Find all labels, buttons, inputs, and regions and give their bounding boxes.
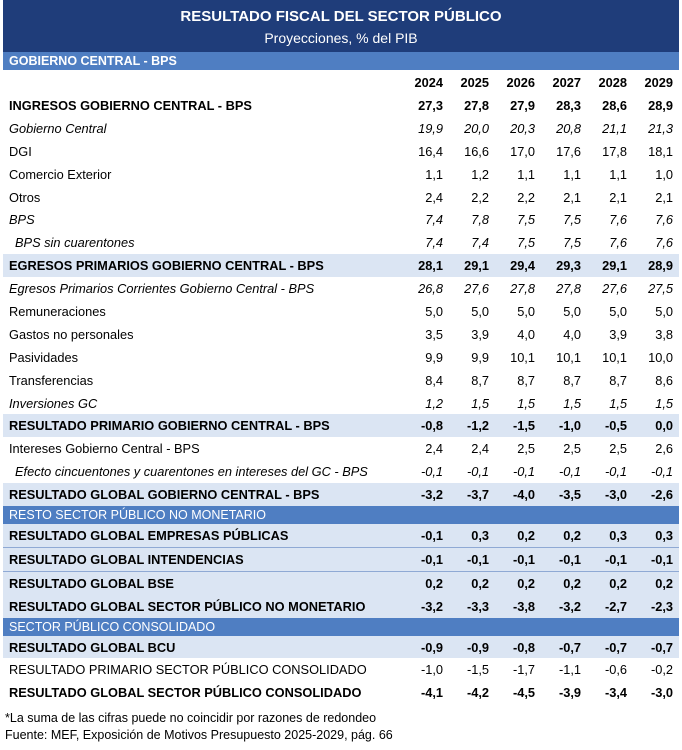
- value-cell: 28,1: [409, 254, 449, 277]
- value-cell: 20,8: [556, 120, 581, 136]
- table-row: [3, 300, 679, 323]
- value-cell: 0,2: [495, 524, 541, 547]
- value-cell: 0,3: [587, 524, 633, 547]
- row-label: BPS sin cuarentones: [15, 235, 135, 251]
- value-cell: -1,0: [541, 414, 587, 437]
- row-label: RESULTADO PRIMARIO SECTOR PÚBLICO CONSOLIDADO: [9, 662, 367, 678]
- value-cell: -0,1: [466, 464, 489, 480]
- value-cell: 7,4: [471, 235, 489, 251]
- section-table: [3, 524, 679, 618]
- value-cell: 0,2: [633, 571, 679, 594]
- value-cell: -2,3: [633, 595, 679, 618]
- value-cell: 1,2: [425, 395, 443, 411]
- value-cell: 8,7: [563, 372, 581, 388]
- table-row: [3, 437, 679, 460]
- row-label: RESULTADO GLOBAL EMPRESAS PÚBLICAS: [3, 524, 409, 547]
- value-cell: -3,7: [449, 483, 495, 506]
- value-cell: 7,4: [425, 235, 443, 251]
- value-cell: -3,4: [604, 685, 627, 701]
- year-header: 2024: [414, 74, 443, 90]
- table-row: [3, 460, 679, 483]
- value-cell: 0,2: [541, 571, 587, 594]
- table-row: [3, 254, 679, 277]
- value-cell: 0,2: [449, 571, 495, 594]
- value-cell: 7,6: [609, 235, 627, 251]
- value-cell: 21,3: [648, 120, 673, 136]
- value-cell: 18,1: [648, 143, 673, 159]
- table-row: [3, 392, 679, 415]
- value-cell: 8,7: [609, 372, 627, 388]
- value-cell: -3,3: [449, 595, 495, 618]
- section-header: SECTOR PÚBLICO CONSOLIDADO: [3, 618, 679, 636]
- value-cell: 27,6: [602, 281, 627, 297]
- value-cell: 19,9: [418, 120, 443, 136]
- table-row: [3, 140, 679, 163]
- value-cell: 20,3: [510, 120, 535, 136]
- value-cell: 1,2: [471, 166, 489, 182]
- value-cell: 1,5: [609, 395, 627, 411]
- table-row: [3, 163, 679, 186]
- value-cell: -4,2: [466, 685, 489, 701]
- value-cell: 29,1: [587, 254, 633, 277]
- table-row: [3, 571, 679, 594]
- value-cell: 17,8: [602, 143, 627, 159]
- value-cell: 4,0: [517, 326, 535, 342]
- table-row: [3, 117, 679, 140]
- value-cell: -0,6: [604, 662, 627, 678]
- value-cell: 1,1: [517, 166, 535, 182]
- value-cell: 27,9: [510, 97, 535, 113]
- value-cell: 7,5: [563, 212, 581, 228]
- value-cell: -1,5: [466, 662, 489, 678]
- value-cell: 27,5: [648, 281, 673, 297]
- value-cell: 2,5: [517, 441, 535, 457]
- value-cell: -3,2: [409, 483, 449, 506]
- row-label: EGRESOS PRIMARIOS GOBIERNO CENTRAL - BPS: [3, 254, 409, 277]
- value-cell: 26,8: [418, 281, 443, 297]
- year-header: 2028: [598, 74, 627, 90]
- row-label: RESULTADO GLOBAL INTENDENCIAS: [3, 547, 409, 571]
- value-cell: 5,0: [609, 303, 627, 319]
- value-cell: 4,0: [563, 326, 581, 342]
- value-cell: 0,3: [449, 524, 495, 547]
- value-cell: 16,6: [464, 143, 489, 159]
- value-cell: 21,1: [602, 120, 627, 136]
- value-cell: -4,0: [495, 483, 541, 506]
- value-cell: 0,2: [541, 524, 587, 547]
- row-label: Pasividades: [9, 349, 79, 365]
- year-header: 2027: [552, 74, 581, 90]
- value-cell: 1,5: [517, 395, 535, 411]
- value-cell: 5,0: [517, 303, 535, 319]
- value-cell: 8,4: [425, 372, 443, 388]
- value-cell: 1,5: [655, 395, 673, 411]
- value-cell: 2,4: [425, 441, 443, 457]
- value-cell: 7,4: [425, 212, 443, 228]
- value-cell: -0,1: [495, 547, 541, 571]
- value-cell: 2,5: [563, 441, 581, 457]
- value-cell: -0,9: [409, 636, 449, 659]
- row-label: INGRESOS GOBIERNO CENTRAL - BPS: [9, 97, 252, 113]
- value-cell: 27,6: [464, 281, 489, 297]
- value-cell: 0,0: [633, 414, 679, 437]
- value-cell: -0,7: [587, 636, 633, 659]
- value-cell: 7,5: [517, 212, 535, 228]
- row-label: RESULTADO GLOBAL GOBIERNO CENTRAL - BPS: [3, 483, 409, 506]
- value-cell: -0,1: [420, 464, 443, 480]
- row-label: Inversiones GC: [9, 395, 98, 411]
- value-cell: 10,1: [602, 349, 627, 365]
- value-cell: -1,1: [558, 662, 581, 678]
- value-cell: 5,0: [471, 303, 489, 319]
- row-label: DGI: [9, 143, 32, 159]
- row-label: Gastos no personales: [9, 326, 134, 342]
- value-cell: 10,1: [556, 349, 581, 365]
- value-cell: -0,8: [495, 636, 541, 659]
- value-cell: 17,0: [510, 143, 535, 159]
- value-cell: -0,1: [604, 464, 627, 480]
- value-cell: 28,6: [602, 97, 627, 113]
- empty-cell: [3, 70, 409, 94]
- table-row: [3, 483, 679, 506]
- value-cell: 9,9: [425, 349, 443, 365]
- row-label: RESULTADO GLOBAL BCU: [3, 636, 409, 659]
- value-cell: 1,5: [563, 395, 581, 411]
- value-cell: 5,0: [563, 303, 581, 319]
- value-cell: 3,8: [655, 326, 673, 342]
- value-cell: -0,1: [449, 547, 495, 571]
- table-row: [3, 595, 679, 618]
- row-label: Remuneraciones: [9, 303, 106, 319]
- value-cell: -0,1: [558, 464, 581, 480]
- value-cell: -3,0: [650, 685, 673, 701]
- rounding-note: *La suma de las cifras puede no coincidir por razones de redondeo: [5, 711, 377, 726]
- section-header: GOBIERNO CENTRAL - BPS: [3, 52, 679, 70]
- value-cell: 7,5: [517, 235, 535, 251]
- value-cell: 16,4: [418, 143, 443, 159]
- table-row: [3, 277, 679, 300]
- row-label: Efecto cincuentones y cuarentones en intereses del GC - BPS: [15, 464, 368, 480]
- table-body: [3, 52, 679, 704]
- value-cell: 27,8: [510, 281, 535, 297]
- value-cell: -1,2: [449, 414, 495, 437]
- value-cell: -0,1: [409, 524, 449, 547]
- section-table: [3, 636, 679, 705]
- value-cell: 2,1: [609, 189, 627, 205]
- value-cell: 28,9: [648, 97, 673, 113]
- table-row: [3, 681, 679, 704]
- table-row: [3, 524, 679, 547]
- value-cell: 5,0: [655, 303, 673, 319]
- value-cell: 27,8: [464, 97, 489, 113]
- value-cell: 17,6: [556, 143, 581, 159]
- value-cell: -0,1: [650, 464, 673, 480]
- value-cell: -3,2: [409, 595, 449, 618]
- value-cell: -0,1: [541, 547, 587, 571]
- value-cell: 0,2: [587, 571, 633, 594]
- table-row: [3, 208, 679, 231]
- value-cell: -3,2: [541, 595, 587, 618]
- row-label: RESULTADO GLOBAL SECTOR PÚBLICO NO MONETARIO: [3, 595, 409, 618]
- value-cell: 7,5: [563, 235, 581, 251]
- fiscal-result-table: [3, 0, 679, 744]
- value-cell: -1,7: [512, 662, 535, 678]
- value-cell: -2,7: [587, 595, 633, 618]
- value-cell: 8,7: [517, 372, 535, 388]
- row-label: RESULTADO GLOBAL BSE: [3, 571, 409, 594]
- value-cell: 3,9: [609, 326, 627, 342]
- value-cell: 2,4: [425, 189, 443, 205]
- value-cell: 2,1: [563, 189, 581, 205]
- table-subtitle: Proyecciones, % del PIB: [264, 30, 418, 46]
- value-cell: 8,6: [655, 372, 673, 388]
- value-cell: 7,6: [609, 212, 627, 228]
- value-cell: -3,5: [541, 483, 587, 506]
- value-cell: 2,2: [471, 189, 489, 205]
- value-cell: 1,1: [425, 166, 443, 182]
- value-cell: 10,0: [648, 349, 673, 365]
- value-cell: 1,5: [471, 395, 489, 411]
- value-cell: -0,7: [541, 636, 587, 659]
- value-cell: 2,4: [471, 441, 489, 457]
- value-cell: 3,5: [425, 326, 443, 342]
- table-row: [3, 231, 679, 254]
- table-row: [3, 346, 679, 369]
- row-label: RESULTADO PRIMARIO GOBIERNO CENTRAL - BPS: [3, 414, 409, 437]
- section-header: RESTO SECTOR PÚBLICO NO MONETARIO: [3, 506, 679, 524]
- table-header: [3, 0, 679, 52]
- year-header: 2026: [506, 74, 535, 90]
- value-cell: 10,1: [510, 349, 535, 365]
- section-table: [3, 70, 679, 506]
- value-cell: -0,1: [587, 547, 633, 571]
- value-cell: 2,5: [609, 441, 627, 457]
- value-cell: -0,5: [587, 414, 633, 437]
- value-cell: 3,9: [471, 326, 489, 342]
- value-cell: 27,3: [418, 97, 443, 113]
- value-cell: 8,7: [471, 372, 489, 388]
- row-label: Comercio Exterior: [9, 166, 112, 182]
- value-cell: -3,8: [495, 595, 541, 618]
- value-cell: -0,1: [512, 464, 535, 480]
- year-header: 2025: [460, 74, 489, 90]
- value-cell: 20,0: [464, 120, 489, 136]
- years-row: [3, 70, 679, 94]
- value-cell: -0,8: [409, 414, 449, 437]
- table-row: [3, 636, 679, 659]
- value-cell: -4,5: [512, 685, 535, 701]
- row-label: RESULTADO GLOBAL SECTOR PÚBLICO CONSOLIDADO: [9, 685, 362, 701]
- footnotes: [3, 710, 679, 744]
- value-cell: -4,1: [420, 685, 443, 701]
- value-cell: -3,9: [558, 685, 581, 701]
- value-cell: 2,2: [517, 189, 535, 205]
- value-cell: 7,6: [655, 212, 673, 228]
- value-cell: -0,1: [633, 547, 679, 571]
- row-label: Egresos Primarios Corrientes Gobierno Central - BPS: [9, 281, 315, 297]
- value-cell: 28,3: [556, 97, 581, 113]
- value-cell: -1,5: [495, 414, 541, 437]
- year-header: 2029: [644, 74, 673, 90]
- table-row: [3, 94, 679, 117]
- value-cell: 7,8: [471, 212, 489, 228]
- value-cell: 29,4: [495, 254, 541, 277]
- value-cell: 0,2: [409, 571, 449, 594]
- row-label: Otros: [9, 189, 41, 205]
- table-row: [3, 547, 679, 571]
- value-cell: 9,9: [471, 349, 489, 365]
- row-label: BPS: [9, 212, 35, 228]
- value-cell: 29,1: [449, 254, 495, 277]
- value-cell: 7,6: [655, 235, 673, 251]
- table-row: [3, 323, 679, 346]
- value-cell: 0,2: [495, 571, 541, 594]
- value-cell: 27,8: [556, 281, 581, 297]
- value-cell: 1,1: [563, 166, 581, 182]
- value-cell: -0,9: [449, 636, 495, 659]
- value-cell: -0,1: [409, 547, 449, 571]
- row-label: Transferencias: [9, 372, 94, 388]
- table-row: [3, 658, 679, 681]
- row-label: Gobierno Central: [9, 120, 107, 136]
- value-cell: -2,6: [633, 483, 679, 506]
- value-cell: 1,1: [609, 166, 627, 182]
- table-row: [3, 186, 679, 209]
- row-label: Intereses Gobierno Central - BPS: [9, 441, 200, 457]
- value-cell: 0,3: [633, 524, 679, 547]
- value-cell: 2,1: [655, 189, 673, 205]
- value-cell: -3,0: [587, 483, 633, 506]
- value-cell: 1,0: [655, 166, 673, 182]
- value-cell: -0,7: [633, 636, 679, 659]
- table-row: [3, 414, 679, 437]
- source-note: Fuente: MEF, Exposición de Motivos Presupuesto 2025-2029, pág. 66: [5, 728, 393, 743]
- table-row: [3, 369, 679, 392]
- value-cell: -0,2: [650, 662, 673, 678]
- value-cell: -1,0: [420, 662, 443, 678]
- table-title: RESULTADO FISCAL DEL SECTOR PÚBLICO: [180, 8, 502, 25]
- value-cell: 2,6: [655, 441, 673, 457]
- value-cell: 5,0: [425, 303, 443, 319]
- value-cell: 29,3: [541, 254, 587, 277]
- value-cell: 28,9: [633, 254, 679, 277]
